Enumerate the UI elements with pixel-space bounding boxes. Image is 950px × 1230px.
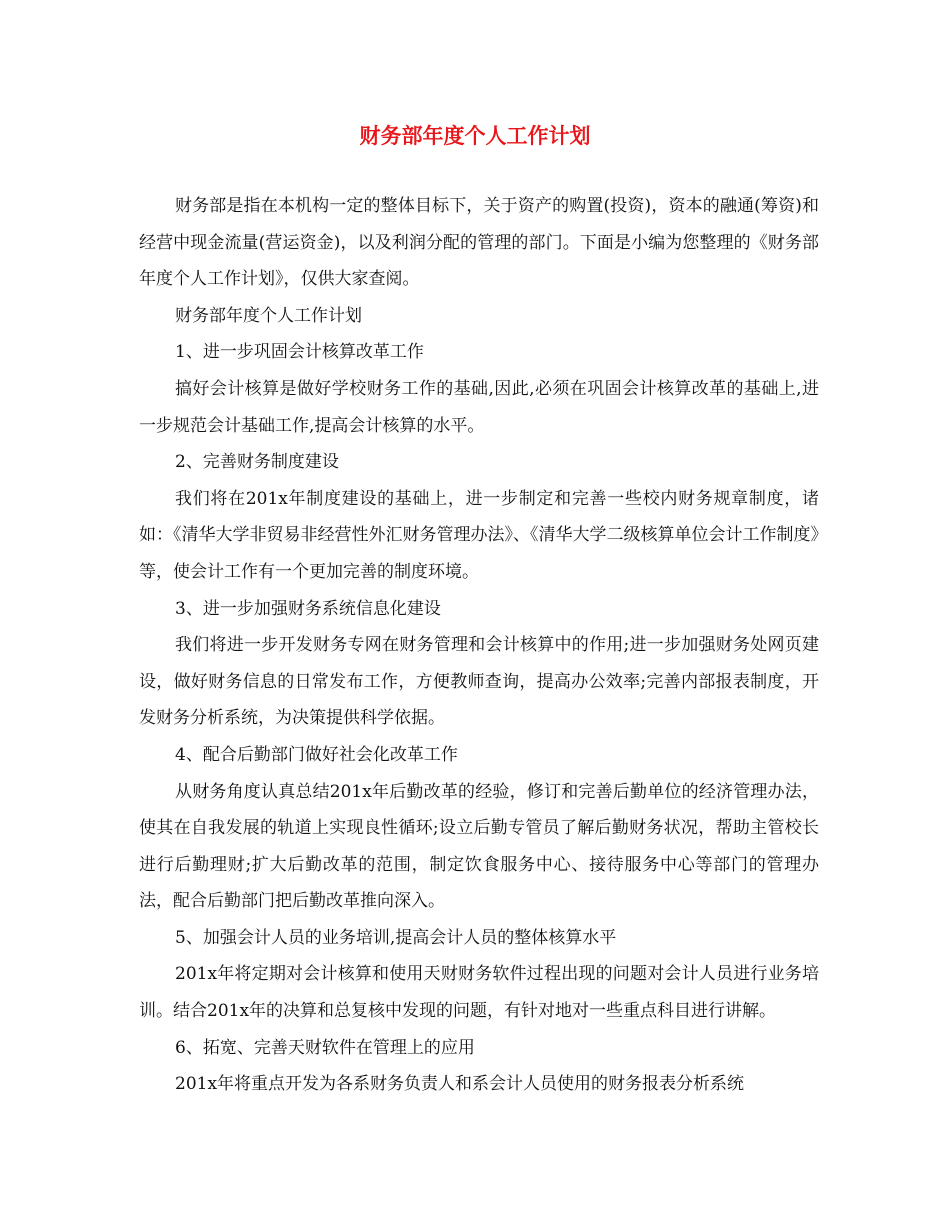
section-heading-1: 1、进一步巩固会计核算改革工作: [175, 342, 424, 363]
section-heading-3: 3、进一步加强财务系统信息化建设: [175, 598, 441, 619]
section-body-6: 201x年将重点开发为各系财务负责人和系会计人员使用的财务报表分析系统: [175, 1074, 745, 1095]
section-body-4: 从财务角度认真总结201x年后勤改革的经验，修订和完善后勤单位的经济管理办法，使其在自我发展的轨道上实现良性循环;设立后勤专管员了解后勤财务状况，帮助主管校长进行后勤理财;扩大后勤改革的范围，制定饮食服务中心、接待服务中心等部门的管理办法，配合后勤部门把后勤改革推向深入。: [139, 781, 819, 912]
subtitle-heading: 财务部年度个人工作计划: [175, 305, 362, 326]
section-body-3: 我们将进一步开发财务专网在财务管理和会计核算中的作用;进一步加强财务处网页建设，做好财务信息的日常发布工作，方便教师查询，提高办公效率;完善内部报表制度，开发财务分析系统，为决策提供科学依据。: [139, 635, 819, 729]
section-body-2: 我们将在201x年制度建设的基础上，进一步制定和完善一些校内财务规章制度，诸如：《清华大学非贸易非经营性外汇财务管理办法》、《清华大学二级核算单位会计工作制度》等，使会计工作有一个更加完善的制度环境。: [139, 488, 819, 582]
section-body-5: 201x年将定期对会计核算和使用天财财务软件过程出现的问题对会计人员进行业务培训。结合201x年的决算和总复核中发现的问题，有针对地对一些重点科目进行讲解。: [139, 964, 819, 1022]
section-heading-5: 5、加强会计人员的业务培训,提高会计人员的整体核算水平: [175, 927, 617, 948]
document-body: [139, 188, 819, 1103]
page-title: 财务部年度个人工作计划: [359, 123, 591, 148]
section-heading-6: 6、拓宽、完善天财软件在管理上的应用: [175, 1037, 475, 1058]
section-body-1: 搞好会计核算是做好学校财务工作的基础,因此,必须在巩固会计核算改革的基础上,进一步规范会计基础工作,提高会计核算的水平。: [139, 378, 819, 436]
section-heading-4: 4、配合后勤部门做好社会化改革工作: [175, 744, 458, 765]
intro-paragraph: 财务部是指在本机构一定的整体目标下，关于资产的购置(投资)，资本的融通(筹资)和经营中现金流量(营运资金)，以及利润分配的管理的部门。下面是小编为您整理的《财务部年度个人工作计划》，仅供大家查阅。: [139, 196, 819, 290]
section-heading-2: 2、完善财务制度建设: [175, 452, 339, 473]
